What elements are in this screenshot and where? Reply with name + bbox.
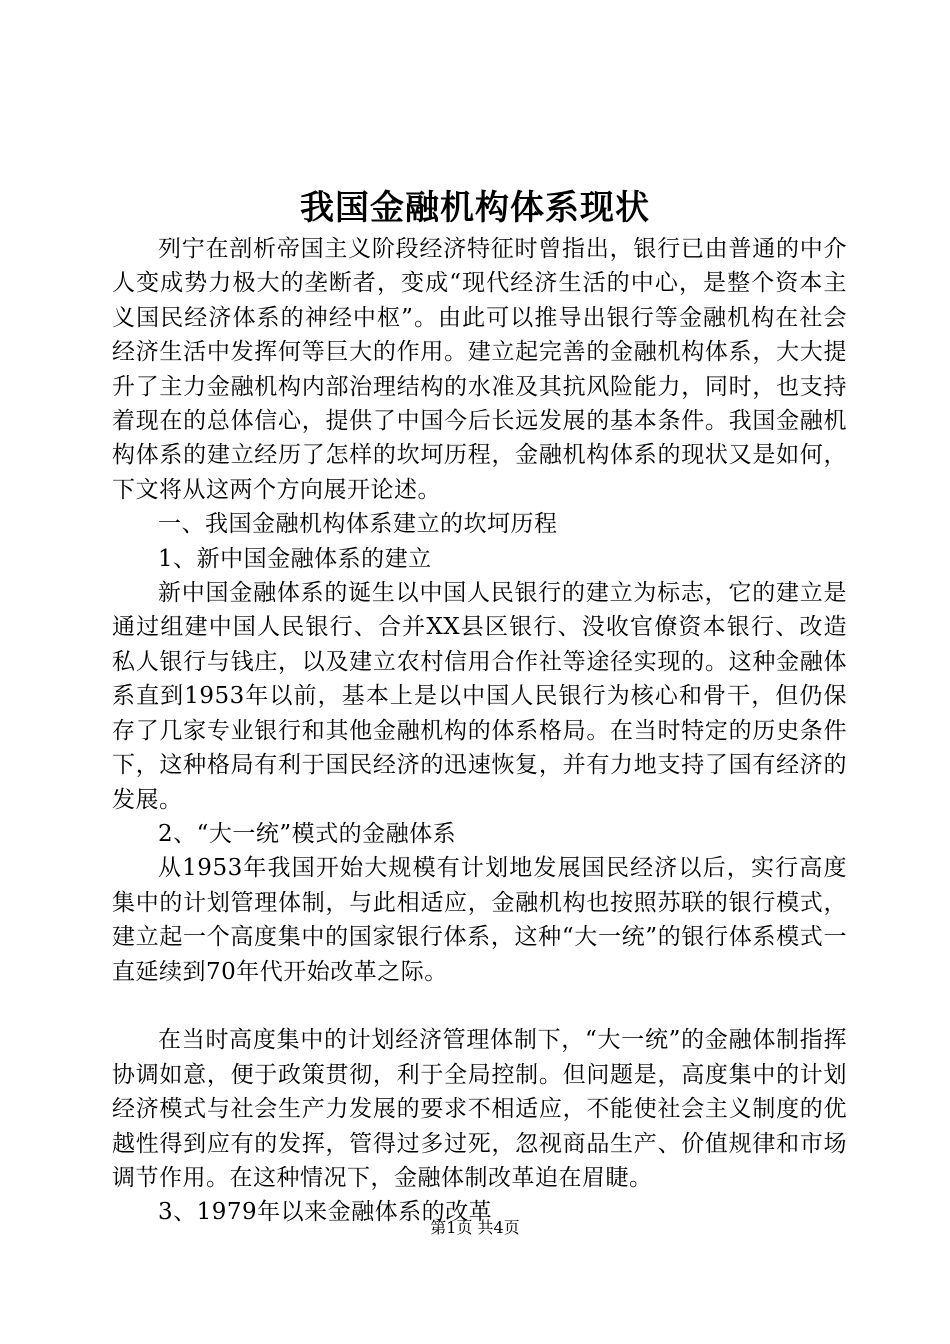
blank-line bbox=[112, 989, 847, 1023]
paragraph-unified-model: 从1953年我国开始大规模有计划地发展国民经济以后，实行高度集中的计划管理体制，与此相适应，金融机构也按照苏联的银行模式，建立起一个高度集中的国家银行体系，这种“大一统”的银行体系模式一直延续到70年代开始改革之际。 bbox=[112, 855, 847, 985]
document-body bbox=[112, 232, 847, 1230]
intro-paragraph: 列宁在剖析帝国主义阶段经济特征时曾指出，银行已由普通的中介人变成势力极大的垄断者，变成“现代经济生活的中心，是整个资本主义国民经济体系的神经中枢”。由此可以推导出银行等金融机构在社会经济生活中发挥何等巨大的作用。建立起完善的金融机构体系，大大提升了主力金融机构内部治理结构的水准及其抗风险能力，同时，也支持着现在的总体信心，提供了中国今后长远发展的基本条件。我国金融机构体系的建立经历了怎样的坎坷历程，金融机构体系的现状又是如何，下文将从这两个方向展开论述。 bbox=[112, 236, 847, 503]
document-title: 我国金融机构体系现状 bbox=[300, 188, 650, 228]
subsection-heading-1: 1、新中国金融体系的建立 bbox=[158, 545, 432, 572]
paragraph-planned-economy: 在当时高度集中的计划经济管理体制下，“大一统”的金融体制指挥协调如意，便于政策贯彻，利于全局控制。但问题是，高度集中的计划经济模式与社会生产力发展的要求不相适应，不能使社会主义制度的优越性得到应有的发挥，管得过多过死，忽视商品生产、价值规律和市场调节作用。在这种情况下，金融体制改革迫在眉睫。 bbox=[112, 1027, 847, 1191]
subsection-heading-3: 3、1979年以来金融体系的改革 bbox=[158, 1199, 493, 1226]
subsection-heading-2: 2、“大一统”模式的金融体系 bbox=[158, 820, 457, 847]
paragraph-new-china-finance: 新中国金融体系的诞生以中国人民银行的建立为标志，它的建立是通过组建中国人民银行、合并XX县区银行、没收官僚资本银行、改造私人银行与钱庄，以及建立农村信用合作社等途径实现的。这种金融体系直到1953年以前，基本上是以中国人民银行为核心和骨干，但仍保存了几家专业银行和其他金融机构的体系格局。在当时特定的历史条件下，这种格局有利于国民经济的迅速恢复，并有力地支持了国有经济的发展。 bbox=[112, 580, 847, 813]
section-heading-1: 一、我国金融机构体系建立的坎坷历程 bbox=[158, 511, 558, 538]
page-footer: 第1页 共4页 bbox=[430, 1218, 520, 1237]
